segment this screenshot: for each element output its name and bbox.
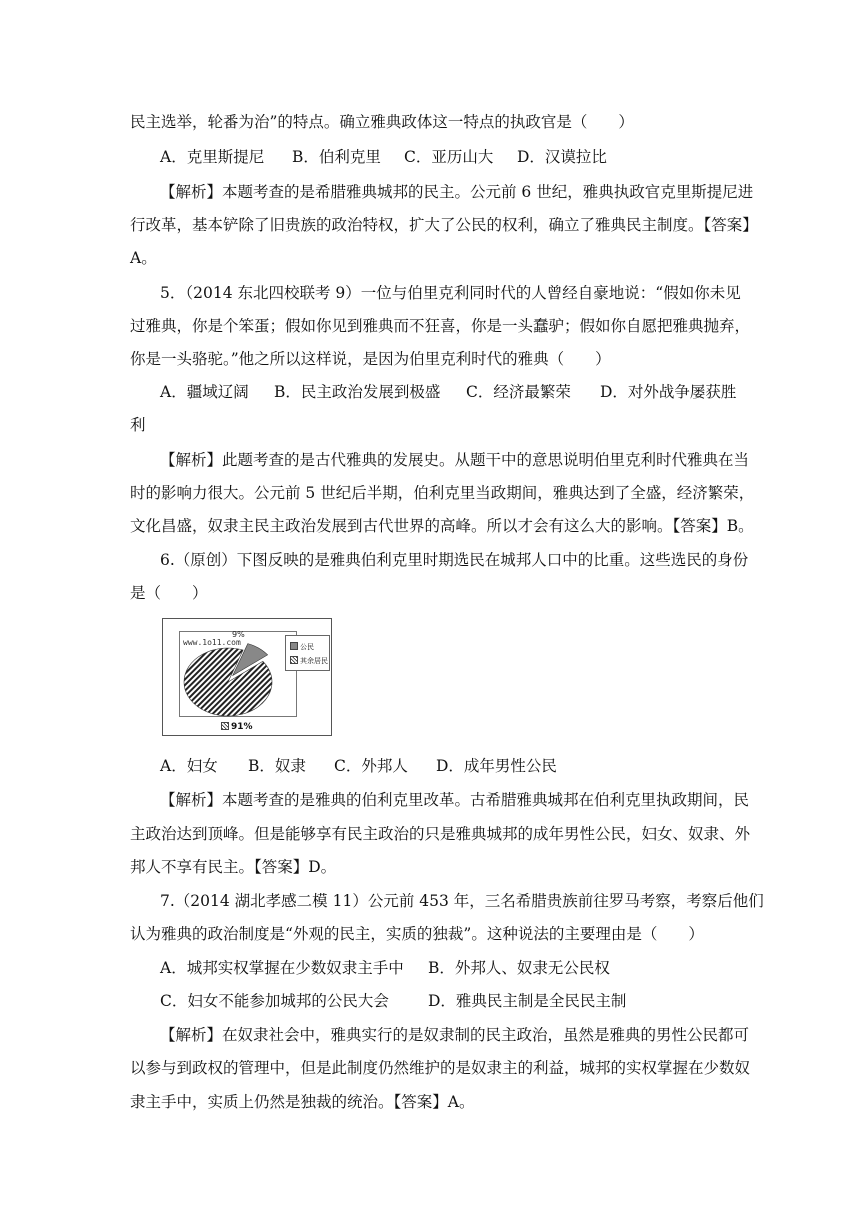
q4-stem-end: 民主选举，轮番为治”的特点。确立雅典政体这一特点的执政官是（ ） (130, 113, 634, 131)
pie-chart (180, 632, 298, 718)
legend-item-citizens (290, 642, 314, 652)
q5-stem-line-1: 5．（2014 东北四校联考 9）一位与伯里克利同时代的人曾经自豪地说：“假如你未见 (160, 284, 741, 302)
q6-option-d: D．成年男性公民 (436, 757, 557, 775)
legend-swatch-hatch (290, 656, 298, 664)
q4-options (160, 147, 607, 167)
q6-option-b: B．奴隶 (248, 757, 306, 775)
slice-label-citizens: 9% (232, 630, 245, 639)
q6-stem-line-1: 6.（原创）下图反映的是雅典伯利克里时期选民在城邦人口中的比重。这些选民的身份 (160, 551, 749, 569)
q4-option-d: D．汉谟拉比 (517, 148, 607, 166)
q4-analysis-line-2: 行改革，基本铲除了旧贵族的政治特权，扩大了公民的权利，确立了雅典民主制度。【答案】 (130, 216, 758, 234)
q4-option-c: C．亚历山大 (404, 148, 494, 166)
q6-analysis-line-1: 【解析】本题考查的是雅典的伯利克里改革。古希腊雅典城邦在伯利克里执政期间，民 (160, 791, 750, 809)
chart-legend (285, 635, 330, 671)
q4-option-a: A．克里斯提尼 (160, 148, 265, 166)
q5-analysis-line-3: 文化昌盛，奴隶主民主政治发展到古代世界的高峰。所以才会有这么大的影响。【答案】B。 (130, 517, 754, 535)
q6-option-a: A．妇女 (160, 757, 218, 775)
label-swatch-hatch (221, 722, 229, 730)
slice-label-others: 91% (221, 722, 253, 732)
q5-option-d-wrap: 利 (130, 416, 146, 434)
q7-option-b: B．外邦人、奴隶无公民权 (428, 959, 610, 977)
q5-option-c: C．经济最繁荣 (466, 383, 571, 401)
q7-analysis-line-2: 以参与到政权的管理中，但是此制度仍然维护的是奴隶主的利益，城邦的实权掌握在少数奴 (130, 1059, 751, 1077)
q5-stem-line-2: 过雅典，你是个笨蛋；假如你见到雅典而不狂喜，你是一头蠢驴；假如你自愿把雅典抛弃， (130, 317, 751, 335)
q6-stem-line-2: 是（ ） (130, 584, 208, 602)
q7-option-d: D．雅典民主制是全民民主制 (428, 992, 627, 1010)
q6-option-c: C．外邦人 (334, 757, 408, 775)
q7-analysis-line-1: 【解析】在奴隶社会中，雅典实行的是奴隶制的民主政治，虽然是雅典的男性公民都可 (160, 1026, 750, 1044)
pie-chart-figure (162, 618, 332, 736)
q7-stem-line-2: 认为雅典的政治制度是“外观的民主，实质的独裁”。这种说法的主要理由是（ ） (130, 925, 704, 943)
legend-swatch-gray (290, 642, 298, 650)
q4-analysis-line-1: 【解析】本题考查的是希腊雅典城邦的民主。公元前 6 世纪，雅典执政官克里斯提尼进 (160, 183, 754, 201)
q6-analysis-line-3: 邦人不享有民主。【答案】D。 (130, 858, 337, 876)
chart-plot-area (179, 631, 297, 717)
q5-analysis-line-2: 时的影响力很大。公元前 5 世纪后半期，伯利克里当政期间，雅典达到了全盛，经济繁荣， (130, 484, 755, 502)
q5-option-d: D．对外战争屡获胜 (600, 383, 737, 401)
q4-analysis-line-3: A。 (130, 249, 157, 267)
legend-item-others (290, 656, 328, 666)
legend-label-others: 其余居民 (300, 657, 328, 665)
q7-option-c: C．妇女不能参加城邦的公民大会 (160, 992, 389, 1010)
q4-option-b: B．伯利克里 (292, 148, 381, 166)
q5-stem-line-3: 你是一头骆驼。”他之所以这样说，是因为伯里克利时代的雅典（ ） (130, 350, 611, 368)
legend-label-citizens: 公民 (300, 643, 314, 651)
q5-options (160, 382, 736, 402)
q7-stem-line-1: 7.（2014 湖北孝感二模 11）公元前 453 年，三名希腊贵族前往罗马考察，考察后他们 (160, 892, 764, 910)
chart-watermark: www.1o11.com (183, 638, 241, 647)
q5-option-b: B．民主政治发展到极盛 (274, 383, 441, 401)
q7-option-a: A．城邦实权掌握在少数奴隶主手中 (160, 959, 404, 977)
q7-analysis-line-3: 隶主手中，实质上仍然是独裁的统治。【答案】A。 (130, 1093, 475, 1111)
q6-analysis-line-2: 主政治达到顶峰。但是能够享有民主政治的只是雅典城邦的成年男性公民，妇女、奴隶、外 (130, 825, 751, 843)
q5-analysis-line-1: 【解析】此题考查的是古代雅典的发展史。从题干中的意思说明伯里克利时代雅典在当 (160, 451, 750, 469)
q7-options-row-1 (160, 958, 610, 978)
q5-option-a: A．疆域辽阔 (160, 383, 249, 401)
q6-options (160, 756, 557, 776)
q7-options-row-2 (160, 991, 626, 1011)
